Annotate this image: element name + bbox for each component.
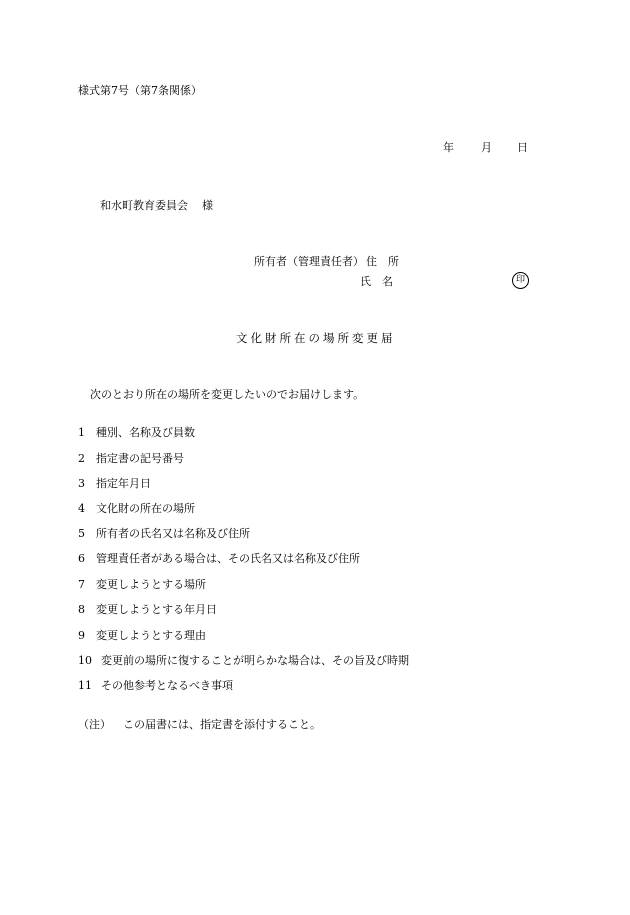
addressee-honorific: 様 bbox=[202, 199, 213, 212]
item-text: 所有者の氏名又は名称及び住所 bbox=[96, 527, 250, 540]
owner-address-label: 住 所 bbox=[366, 255, 399, 268]
item-number: 9 bbox=[78, 629, 85, 642]
note-text: この届書には、指定書を添付すること。 bbox=[123, 718, 321, 731]
date-year-label: 年 bbox=[443, 141, 454, 154]
list-item bbox=[78, 477, 151, 491]
owner-address-row bbox=[254, 255, 399, 269]
form-number: 様式第7号（第7条関係） bbox=[78, 84, 202, 97]
note bbox=[78, 718, 321, 732]
item-number: 6 bbox=[78, 552, 85, 565]
item-number: 11 bbox=[78, 679, 92, 692]
list-item bbox=[78, 603, 217, 617]
list-item bbox=[78, 654, 409, 668]
item-number: 1 bbox=[78, 426, 85, 439]
item-text: その他参考となるべき事項 bbox=[101, 679, 233, 692]
note-label: （注） bbox=[78, 718, 111, 731]
item-number: 8 bbox=[78, 603, 85, 616]
date-month-label: 月 bbox=[481, 141, 492, 154]
addressee-name: 和水町教育委員会 bbox=[100, 199, 188, 212]
document-title: 文化財所在の場所変更届 bbox=[236, 331, 396, 345]
intro-text: 次のとおり所在の場所を変更したいのでお届けします。 bbox=[90, 388, 365, 401]
list-item bbox=[78, 502, 195, 516]
item-text: 変更しようとする年月日 bbox=[96, 603, 217, 616]
item-text: 変更前の場所に復することが明らかな場合は、その旨及び時期 bbox=[101, 654, 409, 667]
item-text: 指定年月日 bbox=[96, 477, 151, 490]
date-day-label: 日 bbox=[517, 141, 528, 154]
list-item bbox=[78, 426, 195, 440]
item-text: 変更しようとする理由 bbox=[96, 629, 206, 642]
date-line bbox=[443, 141, 528, 155]
item-number: 3 bbox=[78, 477, 85, 490]
item-text: 種別、名称及び員数 bbox=[96, 426, 195, 439]
list-item bbox=[78, 629, 206, 643]
item-number: 2 bbox=[78, 452, 85, 465]
list-item bbox=[78, 527, 250, 541]
item-text: 変更しようとする場所 bbox=[96, 578, 206, 591]
list-item bbox=[78, 452, 184, 466]
owner-name-row bbox=[360, 275, 393, 289]
item-number: 7 bbox=[78, 578, 85, 591]
list-item bbox=[78, 552, 360, 566]
list-item bbox=[78, 578, 206, 592]
list-item bbox=[78, 679, 233, 693]
item-number: 5 bbox=[78, 527, 85, 540]
seal-icon: 印 bbox=[512, 272, 529, 289]
item-number: 4 bbox=[78, 502, 85, 515]
owner-name-label: 氏 名 bbox=[360, 275, 393, 288]
addressee bbox=[100, 199, 213, 213]
item-number: 10 bbox=[78, 654, 92, 667]
item-text: 指定書の記号番号 bbox=[96, 452, 184, 465]
item-text: 文化財の所在の場所 bbox=[96, 502, 195, 515]
owner-label: 所有者（管理責任者） bbox=[254, 255, 364, 268]
item-text: 管理責任者がある場合は、その氏名又は名称及び住所 bbox=[96, 552, 360, 565]
